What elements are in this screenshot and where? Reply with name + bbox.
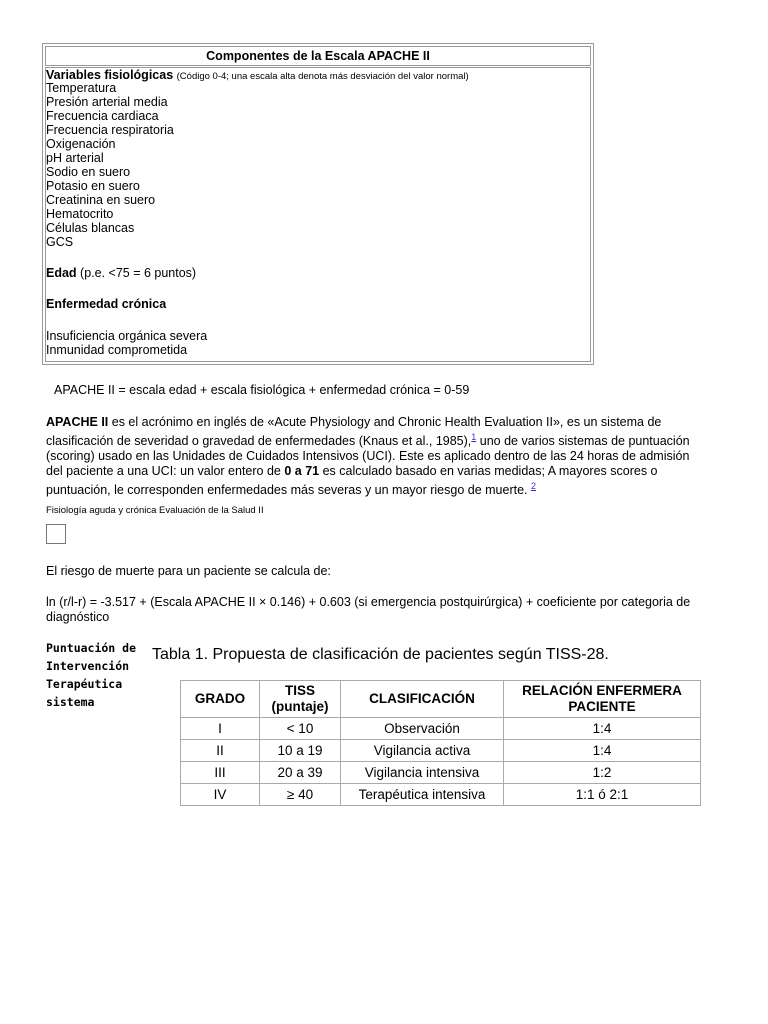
paragraph-line — [46, 415, 716, 430]
paragraph-text: del paciente a una UCI: un valor entero de — [46, 464, 285, 479]
tiss-cell: 1:1 ó 2:1 — [504, 784, 701, 806]
tiss-cell: IV — [181, 784, 260, 806]
tiss-cell: II — [181, 740, 260, 762]
tiss-cell: 1:2 — [504, 762, 701, 784]
riesgo-text: El riesgo de muerte para un paciente se calcula de: — [46, 564, 331, 578]
tiss-cell: 1:4 — [504, 718, 701, 740]
tiss-header-cell: RELACIÓN ENFERMERA PACIENTE — [504, 681, 701, 718]
tiss-cell: 20 a 39 — [260, 762, 341, 784]
paragraph-line: (scoring) usado en las Unidades de Cuidados Intensivos (UCI). Este es aplicado dentro de las 24 horas de admisión — [46, 449, 690, 464]
paragraph-line — [46, 430, 716, 449]
paragraph-text: es el acrónimo en inglés de «Acute Physiology and Chronic Health Evaluation II», es un sistema de — [108, 415, 662, 429]
variable-item: pH arterial — [46, 151, 104, 165]
tiss-row — [181, 740, 701, 762]
paragraph-line — [46, 464, 716, 479]
apache-formula: APACHE II = escala edad + escala fisiológica + enfermedad crónica = 0-59 — [54, 383, 470, 397]
tiss-cell: I — [181, 718, 260, 740]
tiss-cell: Observación — [341, 718, 504, 740]
broken-image-placeholder — [46, 524, 66, 544]
tiss-header-cell: GRADO — [181, 681, 260, 718]
tiss-table — [180, 680, 701, 806]
tiss-header-row — [181, 681, 701, 718]
tiss-cell: ≥ 40 — [260, 784, 341, 806]
score-range: 0 a 71 — [284, 464, 320, 479]
variable-item: Potasio en suero — [46, 179, 140, 193]
apache-bold-term: APACHE II — [46, 415, 109, 429]
ln-formula-line: diagnóstico — [46, 610, 110, 624]
tiss-header-cell: TISS (puntaje) — [260, 681, 341, 718]
tiss-row — [181, 718, 701, 740]
tiss-header-cell: CLASIFICACIÓN — [341, 681, 504, 718]
variable-item: Células blancas — [46, 221, 135, 235]
cronica-item: Insuficiencia orgánica severa — [46, 329, 208, 343]
cronica-item: Inmunidad comprometida — [46, 343, 188, 357]
variables-label: Variables fisiológicas — [46, 68, 174, 82]
tiss-row — [181, 784, 701, 806]
variable-item: Hematocrito — [46, 207, 114, 221]
variable-item: Frecuencia cardiaca — [46, 109, 159, 123]
tiss-cell: III — [181, 762, 260, 784]
tiss-table-title: Tabla 1. Propuesta de clasificación de pacientes según TISS-28. — [152, 646, 609, 663]
variable-item: GCS — [46, 235, 74, 249]
paragraph-text: puntuación, le corresponden enfermedades más severas y un mayor riesgo de muerte. — [46, 483, 531, 498]
ln-formula-line: ln (r/l-r) = -3.517 + (Escala APACHE II × 0.146) + 0.603 (si emergencia postquirúrgica) + coeficiente por categoria de — [46, 595, 691, 609]
cronica-label: Enfermedad crónica — [46, 297, 167, 311]
tiss-cell: Terapéutica intensiva — [341, 784, 504, 806]
paragraph-text: clasificación de severidad o gravedad de enfermedades (Knaus et al., 1985), — [46, 434, 472, 449]
ln-formula — [46, 595, 716, 625]
tiss-cell: < 10 — [260, 718, 341, 740]
apache-table-title: Componentes de la Escala APACHE II — [45, 46, 591, 66]
edad-label: Edad — [46, 266, 77, 280]
reference-link-1[interactable]: 1 — [471, 432, 477, 442]
variable-item: Oxigenación — [46, 137, 116, 151]
variable-item: Presión arterial media — [46, 95, 168, 109]
tiss-cell: 10 a 19 — [260, 740, 341, 762]
paragraph-text: es calculado basado en varias medidas; A mayores scores o — [319, 464, 658, 479]
variable-item: Temperatura — [46, 81, 117, 95]
image-caption: Fisiología aguda y crónica Evaluación de la Salud II — [46, 505, 264, 516]
reference-link-2[interactable]: 2 — [531, 481, 537, 492]
variables-note: (Código 0-4; una escala alta denota más desviación del valor normal) — [176, 71, 469, 82]
tiss-cell: Vigilancia activa — [341, 740, 504, 762]
tiss-row — [181, 762, 701, 784]
variable-item: Creatinina en suero — [46, 193, 156, 207]
variable-item: Frecuencia respiratoria — [46, 123, 174, 137]
paragraph-text: uno de varios sistemas de puntuación — [476, 434, 690, 449]
apache-description — [46, 415, 716, 498]
side-label-line: Puntuación de — [46, 641, 137, 655]
paragraph-line — [46, 479, 716, 498]
edad-line — [46, 266, 196, 280]
tiss-cell: 1:4 — [504, 740, 701, 762]
edad-note: (p.e. <75 = 6 puntos) — [80, 266, 197, 280]
variable-item: Sodio en suero — [46, 165, 131, 179]
side-label-line: Terapéutica — [46, 677, 123, 691]
side-label-line: sistema — [46, 695, 95, 709]
tiss-side-label — [46, 639, 136, 711]
side-label-line: Intervención — [46, 659, 130, 673]
tiss-cell: Vigilancia intensiva — [341, 762, 504, 784]
